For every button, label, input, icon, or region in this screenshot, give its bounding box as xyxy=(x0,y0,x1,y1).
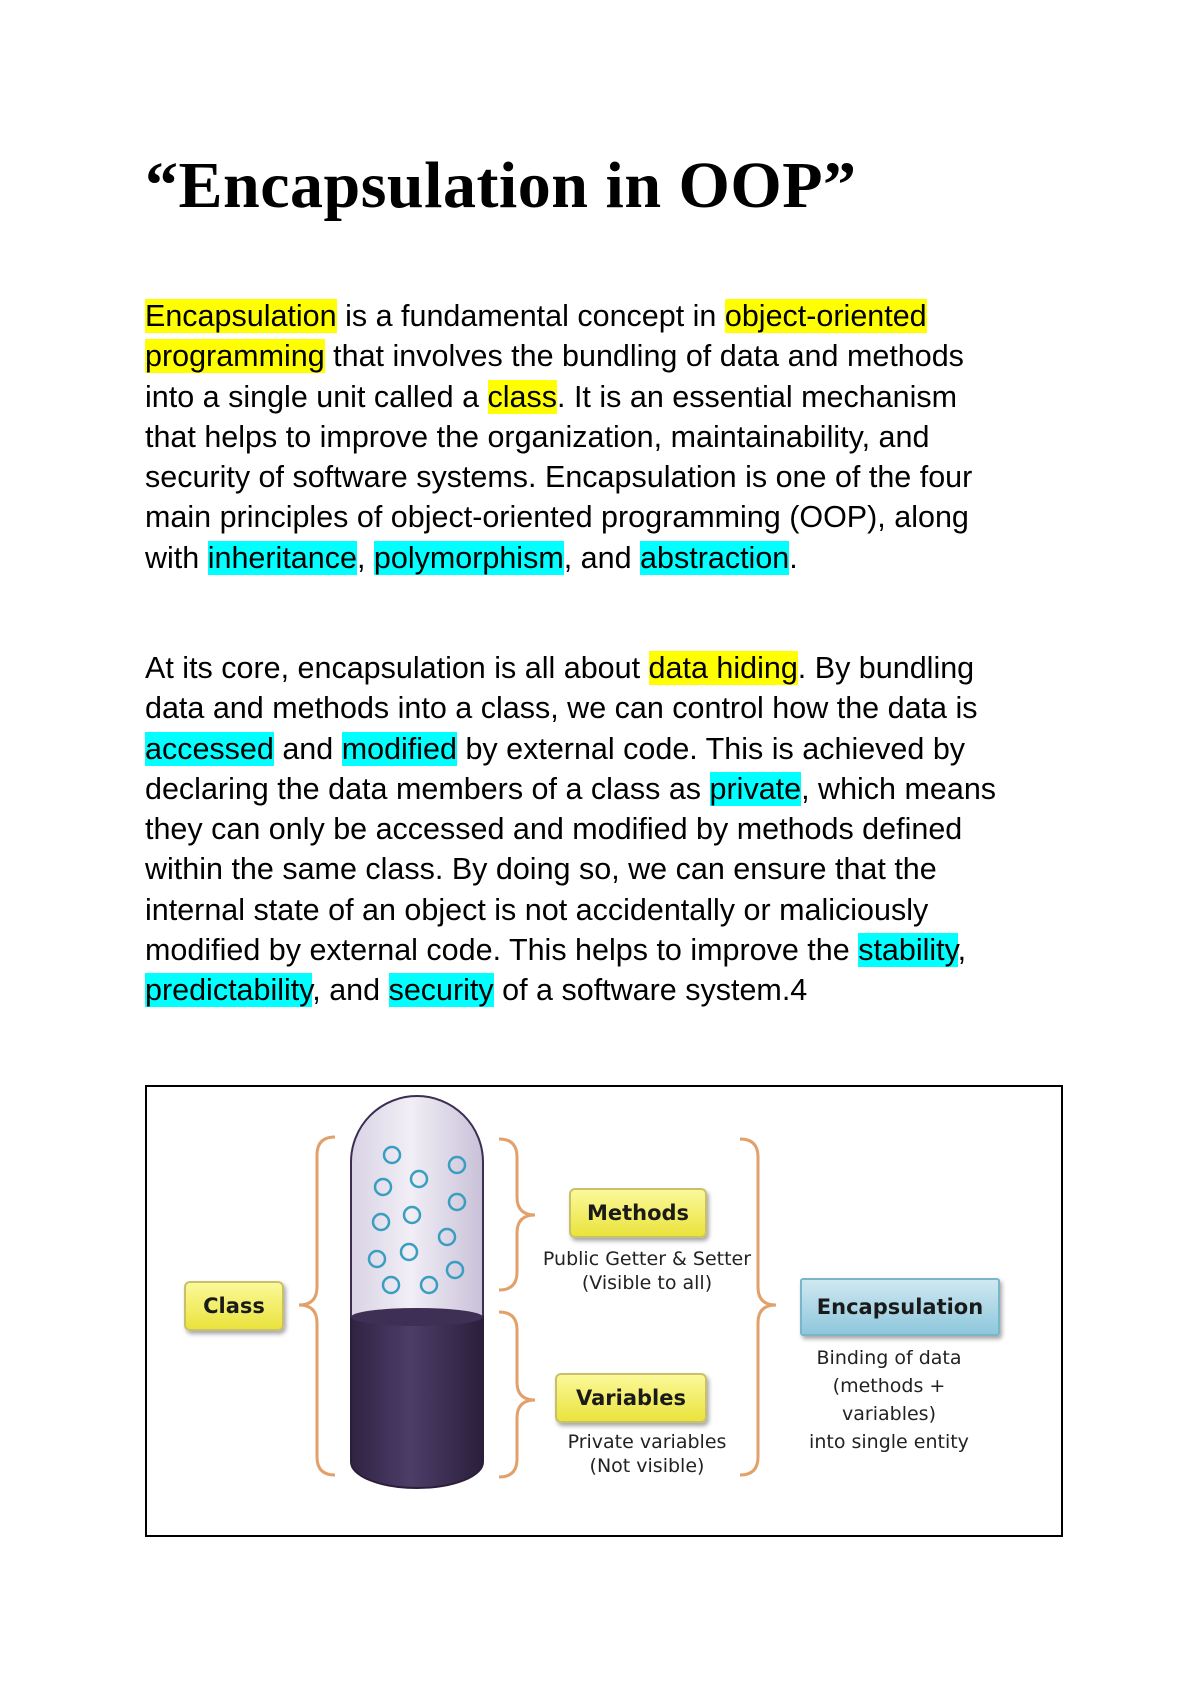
highlight-stability: stability xyxy=(858,933,958,968)
capsule-icon xyxy=(351,1096,483,1488)
highlight-security: security xyxy=(388,973,494,1008)
paragraph-data-hiding xyxy=(145,648,1090,1011)
highlight-data-hiding: data hiding xyxy=(648,651,798,685)
variables-description: Private variables (Not visible) xyxy=(567,1431,727,1477)
highlight-polymorphism: polymorphism xyxy=(373,540,564,575)
text-line: Encapsulation is a fundamental concept in object-oriented xyxy=(145,299,927,333)
highlight-inheritance: inheritance xyxy=(207,540,357,575)
highlight-object-oriented: object-oriented xyxy=(724,299,927,333)
text-line: they can only be accessed and modified by methods defined xyxy=(145,812,963,847)
text-line: main principles of object-oriented programming (OOP), along xyxy=(145,500,969,535)
paragraph-intro xyxy=(145,296,1090,578)
page-title: “Encapsulation in OOP” xyxy=(145,149,857,222)
highlight-class: class xyxy=(487,379,557,414)
highlight-predictability: predictability xyxy=(145,973,313,1008)
text-line: programming that involves the bundling of data and methods xyxy=(145,339,964,374)
highlight-accessed: accessed xyxy=(145,731,274,766)
text-line: that helps to improve the organization, maintainability, and xyxy=(145,419,930,454)
highlight-encapsulation: Encapsulation xyxy=(145,299,337,333)
text-line: security of software systems. Encapsulation is one of the four xyxy=(145,460,973,495)
text-line: accessed and modified by external code. This is achieved by xyxy=(145,731,966,766)
class-label-box: Class xyxy=(184,1281,284,1331)
encapsulation-brace-icon xyxy=(740,1139,776,1475)
text-line: into a single unit called a class. It is an essential mechanism xyxy=(145,379,958,414)
text-line: modified by external code. This helps to improve the stability, xyxy=(145,933,967,968)
text-line: declaring the data members of a class as private, which means xyxy=(145,771,997,806)
text-line: At its core, encapsulation is all about data hiding. By bundling xyxy=(145,651,975,685)
encapsulation-diagram xyxy=(145,1085,1063,1537)
text-line: internal state of an object is not accidentally or maliciously xyxy=(145,892,929,927)
variables-label-box: Variables xyxy=(555,1373,707,1423)
highlight-private: private xyxy=(709,771,802,806)
text-line: data and methods into a class, we can control how the data is xyxy=(145,691,978,726)
encapsulation-label-box: Encapsulation xyxy=(800,1278,1000,1336)
text-line: within the same class. By doing so, we can ensure that the xyxy=(145,852,937,887)
text-line: predictability, and security of a software system.4 xyxy=(145,973,808,1008)
methods-label-box: Methods xyxy=(569,1188,707,1238)
encapsulation-description: Binding of data (methods + variables) into single entity xyxy=(809,1347,969,1453)
highlight-modified: modified xyxy=(341,731,457,766)
text-line: with inheritance, polymorphism, and abstraction. xyxy=(145,540,798,575)
highlight-abstraction: abstraction xyxy=(640,540,790,575)
class-brace-icon xyxy=(299,1137,335,1475)
highlight-programming: programming xyxy=(145,339,325,374)
methods-description: Public Getter & Setter (Visible to all) xyxy=(542,1248,752,1294)
